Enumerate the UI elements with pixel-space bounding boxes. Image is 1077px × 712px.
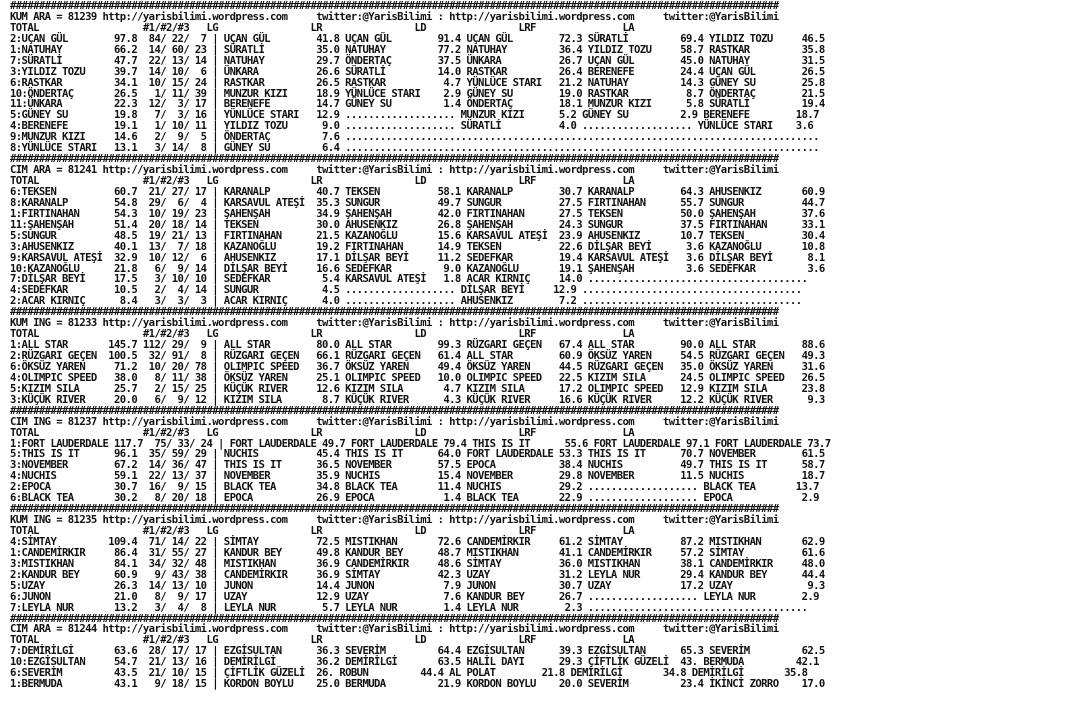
table-row: 3:KÜÇÜK RIVER 20.0 6/ 9/ 12 | KIZIM SILA 8.7 KÜÇÜK RIVER 4.3 KÜÇÜK RIVER 16.6 KÜÇÜK RIVER 12.2 KÜÇÜK RIVER 9.3 [10, 393, 825, 406]
column-header-row: TOTAL #1/#2/#3 LG LR LD LRF LA [10, 634, 635, 647]
table-row: 6:JUNON 21.0 8/ 9/ 17 | UZAY 12.9 UZAY 7.6 KANDUR BEY 26.7 ................... LEYLA NUR 2.9 [10, 590, 819, 603]
table-row: 9:MUNZUR KIZI 14.6 2/ 9/ 5 | ÖNDERTAÇ 7.6 .................................................................................. [10, 131, 819, 144]
race-header: KUM ARA = 81239 http://yarisbilimi.wordpress.com twitter:@YarisBilimi : http://yarisbilimi.wordpress.com twitter:@YarisBilimi [10, 10, 779, 23]
table-row: 2:ACAR KIRNIÇ 8.4 3/ 3/ 3 | ACAR KIRNIÇ 4.0 ................... AHUSENKIZ 7.2 ...................................... [10, 295, 802, 308]
table-row: 3:AHUSENKIZ 40.1 13/ 7/ 18 | KAZANOĞLU 19.2 FIRTINAHAN 14.9 TEKSEN 22.6 DİLŞAR BEYİ 3.6 KAZANOĞLU 10.8 [10, 240, 825, 253]
table-row: 8:KARANALP 54.8 29/ 6/ 4 | KARSAVUL ATEŞİ 35.3 SUNGUR 49.7 SUNGUR 27.5 FIRTINAHAN 55.7 SUNGUR 44.7 [10, 196, 825, 209]
column-header-row: TOTAL #1/#2/#3 LG LR LD LRF LA [10, 21, 635, 34]
race-header: KUM ING = 81233 http://yarisbilimi.wordpress.com twitter:@YarisBilimi : http://yarisbilimi.wordpress.com twitter:@YarisBilimi [10, 317, 779, 330]
table-row: 8:YÜNLÜCE STARI 13.1 3/ 14/ 8 | GÜNEY SU 6.4 .................................................................................. [10, 142, 819, 155]
table-row: 5:SUNGUR 48.5 19/ 21/ 13 | FIRTINAHAN 21.5 KAZANOĞLU 15.6 KARSAVUL ATEŞİ 23.9 AHUSENKIZ 10.7 TEKSEN 30.4 [10, 229, 825, 242]
table-row: 2:UÇAN GÜL 97.8 84/ 22/ 7 | UÇAN GÜL 41.8 UÇAN GÜL 91.4 UÇAN GÜL 72.3 SÜRATLİ 69.4 YILDIZ TOZU 46.5 [10, 32, 825, 45]
table-row: 10:KAZANOĞLU 21.8 6/ 9/ 14 | DİLŞAR BEYİ 16.6 SEDEFKAR 9.0 KAZANOĞLU 19.1 ŞAHENŞAH 3.6 SEDEFKAR 3.6 [10, 262, 825, 275]
table-row: 4:BERENEFE 19.1 1/ 10/ 11 | YILDIZ TOZU 9.0 ................... SÜRATLİ 4.0 ................... YÜNLÜCE STARI 3.6 [10, 120, 814, 133]
table-row: 7:SÜRATLİ 47.7 22/ 13/ 14 | NATUHAY 29.7 ÖNDERTAÇ 37.5 ÜNKARA 26.7 UÇAN GÜL 45.0 NATUHAY 31.5 [10, 54, 825, 67]
table-row: 1:FIRTINAHAN 54.3 10/ 19/ 23 | ŞAHENŞAH 34.9 ŞAHENŞAH 42.0 FIRTINAHAN 27.5 TEKSEN 50.0 ŞAHENŞAH 37.6 [10, 207, 825, 220]
table-row: 4:OLIMPIC SPEED 38.0 8/ 11/ 38 | ÖKSÜZ YAREN 25.1 OLIMPIC SPEED 10.0 OLIMPIC SPEED 22.5 KIZIM SILA 24.5 OLIMPIC SPEED 26.5 [10, 371, 825, 384]
table-row: 11:ŞAHENŞAH 51.4 20/ 18/ 14 | TEKSEN 30.0 AHUSENKIZ 26.8 ŞAHENŞAH 24.3 SUNGUR 37.5 FIRTINAHAN 33.1 [10, 218, 825, 231]
table-row: 4:SEDEFKAR 10.5 2/ 4/ 14 | SUNGUR 4.5 ................... DİLŞAR BEYİ 12.9 ...................................... [10, 284, 802, 297]
column-header-row: TOTAL #1/#2/#3 LG LR LD LRF LA [10, 426, 635, 439]
race-header: KUM ING = 81235 http://yarisbilimi.wordpress.com twitter:@YarisBilimi : http://yarisbilimi.wordpress.com twitter:@YarisBilimi [10, 514, 779, 527]
table-row: 10:ÖNDERTAÇ 26.5 1/ 11/ 39 | MUNZUR KIZI 18.9 YÜNLÜCE STARI 2.9 GÜNEY SU 19.0 RASTKAR 8.7 ÖNDERTAÇ 21.5 [10, 87, 825, 100]
column-header-row: TOTAL #1/#2/#3 LG LR LD LRF LA [10, 175, 635, 187]
table-row: 6:TEKSEN 60.7 21/ 27/ 17 | KARANALP 40.7 TEKSEN 58.1 KARANALP 30.7 KARANALP 64.3 AHUSENKIZ 60.9 [10, 185, 825, 198]
table-row: 5:KIZIM SILA 25.7 2/ 15/ 25 | KÜÇÜK RIVER 12.6 KIZIM SILA 4.7 KIZIM SILA 17.2 OLIMPIC SPEED 12.9 KIZIM SILA 23.8 [10, 382, 825, 395]
table-row: 1:NATUHAY 66.2 14/ 60/ 23 | SÜRATLİ 35.0 NATUHAY 77.2 NATUHAY 36.4 YILDIZ TOZU 58.7 RASTKAR 35.8 [10, 43, 825, 56]
race-header: CIM ARA = 81241 http://yarisbilimi.wordpress.com twitter:@YarisBilimi : http://yarisbilimi.wordpress.com twitter:@YarisBilimi [10, 164, 779, 177]
table-row: 2:EPOCA 30.7 16/ 9/ 15 | BLACK TEA 34.8 BLACK TEA 11.4 NUCHIS 29.2 ................... BLACK TEA 13.7 [10, 481, 819, 494]
table-row: 5:THIS IS IT 96.1 35/ 59/ 29 | NUCHIS 45.4 THIS IS IT 64.0 FORT LAUDERDALE 53.3 THIS IS IT 70.7 NOVEMBER 61.5 [10, 448, 825, 461]
section-separator: ##################################################################################################################################### [10, 503, 779, 516]
table-row: 7:LEYLA NUR 13.2 3/ 4/ 8 | LEYLA NUR 5.7 LEYLA NUR 1.4 LEYLA NUR 2.3 ...................................... [10, 601, 808, 614]
section-separator: ##################################################################################################################################### [10, 0, 779, 12]
race-statistics-document [10, 1, 830, 690]
section-separator: ##################################################################################################################################### [10, 404, 779, 417]
table-row: 1:BERMUDA 43.1 9/ 18/ 15 | KORDON BOYLU 25.0 BERMUDA 21.9 KORDON BOYLU 20.0 SEVERİM 23.4 İKİNCİ ZORRO 17.0 [10, 678, 825, 691]
table-row: 3:YILDIZ TOZU 39.7 14/ 10/ 6 | ÜNKARA 26.6 SÜRATLİ 14.0 RASTKAR 26.4 BERENEFE 24.4 UÇAN GÜL 26.5 [10, 65, 825, 78]
table-row: 7:DİLŞAR BEYİ 17.5 3/ 10/ 10 | SEDEFKAR 5.4 KARSAVUL ATEŞİ 1.8 ACAR KIRNIÇ 14.0 ...................................... [10, 273, 808, 286]
table-row: 4:NUCHIS 59.1 22/ 13/ 37 | NOVEMBER 35.9 NUCHIS 15.4 NOVEMBER 29.8 NOVEMBER 11.5 NUCHIS 18.7 [10, 470, 825, 483]
section-separator: ##################################################################################################################################### [10, 306, 779, 319]
table-row: 6:SEVERİM 43.5 21/ 10/ 15 | ÇİFTLİK GÜZELİ 26. ROBUN 44.4 AL POLAT 21.8 DEMİRİLGİ 34.8 DEMİRİLGİ 35.8 [10, 667, 808, 680]
column-header-row: TOTAL #1/#2/#3 LG LR LD LRF LA [10, 328, 635, 341]
race-header: CIM ARA = 81244 http://yarisbilimi.wordpress.com twitter:@YarisBilimi : http://yarisbilimi.wordpress.com twitter:@YarisBilimi [10, 623, 779, 636]
table-row: 5:UZAY 26.3 14/ 13/ 10 | JUNON 14.4 JUNON 7.9 JUNON 30.7 UZAY 17.2 UZAY 9.3 [10, 579, 825, 592]
table-row: 5:GÜNEY SU 19.8 7/ 3/ 16 | YÜNLÜCE STARI 12.9 ................... MUNZUR KIZI 5.2 GÜNEY SU 2.9 BERENEFE 18.7 [10, 109, 819, 122]
section-separator: ##################################################################################################################################### [10, 153, 779, 166]
table-row: 4:SİMTAY 109.4 71/ 14/ 22 | SİMTAY 72.5 MISTIKHAN 72.6 CANDEMİRKIR 61.2 SİMTAY 87.2 MISTIKHAN 62.9 [10, 535, 825, 548]
table-row: 2:RÜZGARI GEÇEN 100.5 32/ 91/ 8 | RÜZGARI GEÇEN 66.1 RÜZGARI GEÇEN 61.4 ALL STAR 60.9 ÖKSÜZ YAREN 54.5 RÜZGARI GEÇEN 49.3 [10, 350, 825, 362]
table-row: 6:ÖKSÜZ YAREN 71.2 10/ 20/ 78 | OLIMPIC SPEED 36.7 ÖKSÜZ YAREN 49.4 ÖKSÜZ YAREN 44.5 RÜZGARI GEÇEN 35.0 ÖKSÜZ YAREN 31.6 [10, 360, 825, 373]
section-separator: ##################################################################################################################################### [10, 612, 779, 625]
table-row: 6:RASTKAR 34.1 10/ 15/ 24 | RASTKAR 26.5 RASTKAR 4.7 YÜNLÜCE STARI 21.2 NATUHAY 14.3 GÜNEY SU 25.8 [10, 76, 825, 89]
table-row: 9:KARSAVUL ATEŞİ 32.9 10/ 12/ 6 | AHUSENKIZ 17.1 DİLŞAR BEYİ 11.2 SEDEFKAR 19.4 KARSAVUL ATEŞİ 3.6 DİLŞAR BEYİ 8.1 [10, 251, 825, 264]
table-row: 1:ALL STAR 145.7 112/ 29/ 9 | ALL STAR 80.0 ALL STAR 99.3 RÜZGARI GEÇEN 67.4 ALL STAR 90.0 ALL STAR 88.6 [10, 339, 825, 352]
table-row: 2:KANDUR BEY 60.9 9/ 43/ 38 | CANDEMİRKIR 36.9 SİMTAY 42.3 UZAY 31.2 LEYLA NUR 29.4 KANDUR BEY 44.4 [10, 568, 825, 581]
race-header: CIM ING = 81237 http://yarisbilimi.wordpress.com twitter:@YarisBilimi : http://yarisbilimi.wordpress.com twitter:@YarisBilimi [10, 415, 779, 428]
column-header-row: TOTAL #1/#2/#3 LG LR LD LRF LA [10, 525, 635, 537]
table-row: 3:MISTIKHAN 84.1 34/ 32/ 48 | MISTIKHAN 36.9 CANDEMİRKIR 48.6 SİMTAY 36.0 MISTIKHAN 38.1 CANDEMİRKIR 48.0 [10, 557, 825, 570]
table-row: 11:ÜNKARA 22.3 12/ 3/ 17 | BERENEFE 14.7 GÜNEY SU 1.4 ÖNDERTAÇ 18.1 MUNZUR KIZI 5.8 SÜRATLİ 19.4 [10, 98, 825, 111]
table-row: 1:FORT LAUDERDALE 117.7 75/ 33/ 24 | FORT LAUDERDALE 49.7 FORT LAUDERDALE 79.4 THIS IS IT 55.6 FORT LAUDERDALE 97.1 FORT LAUDERDALE 73.7 [10, 437, 831, 450]
table-row: 3:NOVEMBER 67.2 14/ 36/ 47 | THIS IS IT 36.5 NOVEMBER 57.5 EPOCA 38.4 NUCHIS 49.7 THIS IS IT 58.7 [10, 459, 825, 472]
table-row: 10:EZGİSULTAN 54.7 21/ 13/ 16 | DEMİRİLGİ 36.2 DEMİRİLGİ 63.5 HALİL DAYI 29.3 ÇİFTLİK GÜZELİ 43. BERMUDA 42.1 [10, 656, 819, 669]
table-row: 7:DEMİRİLGİ 63.6 28/ 17/ 17 | EZGİSULTAN 36.3 SEVERİM 64.4 EZGİSULTAN 39.3 EZGİSULTAN 65.3 SEVERİM 62.5 [10, 645, 825, 658]
table-row: 6:BLACK TEA 30.2 8/ 20/ 18 | EPOCA 26.9 EPOCA 1.4 BLACK TEA 22.9 ................... EPOCA 2.9 [10, 492, 819, 505]
table-row: 1:CANDEMİRKIR 86.4 31/ 55/ 27 | KANDUR BEY 49.8 KANDUR BEY 48.7 MISTIKHAN 41.1 CANDEMİRKIR 57.2 SİMTAY 61.6 [10, 546, 825, 559]
